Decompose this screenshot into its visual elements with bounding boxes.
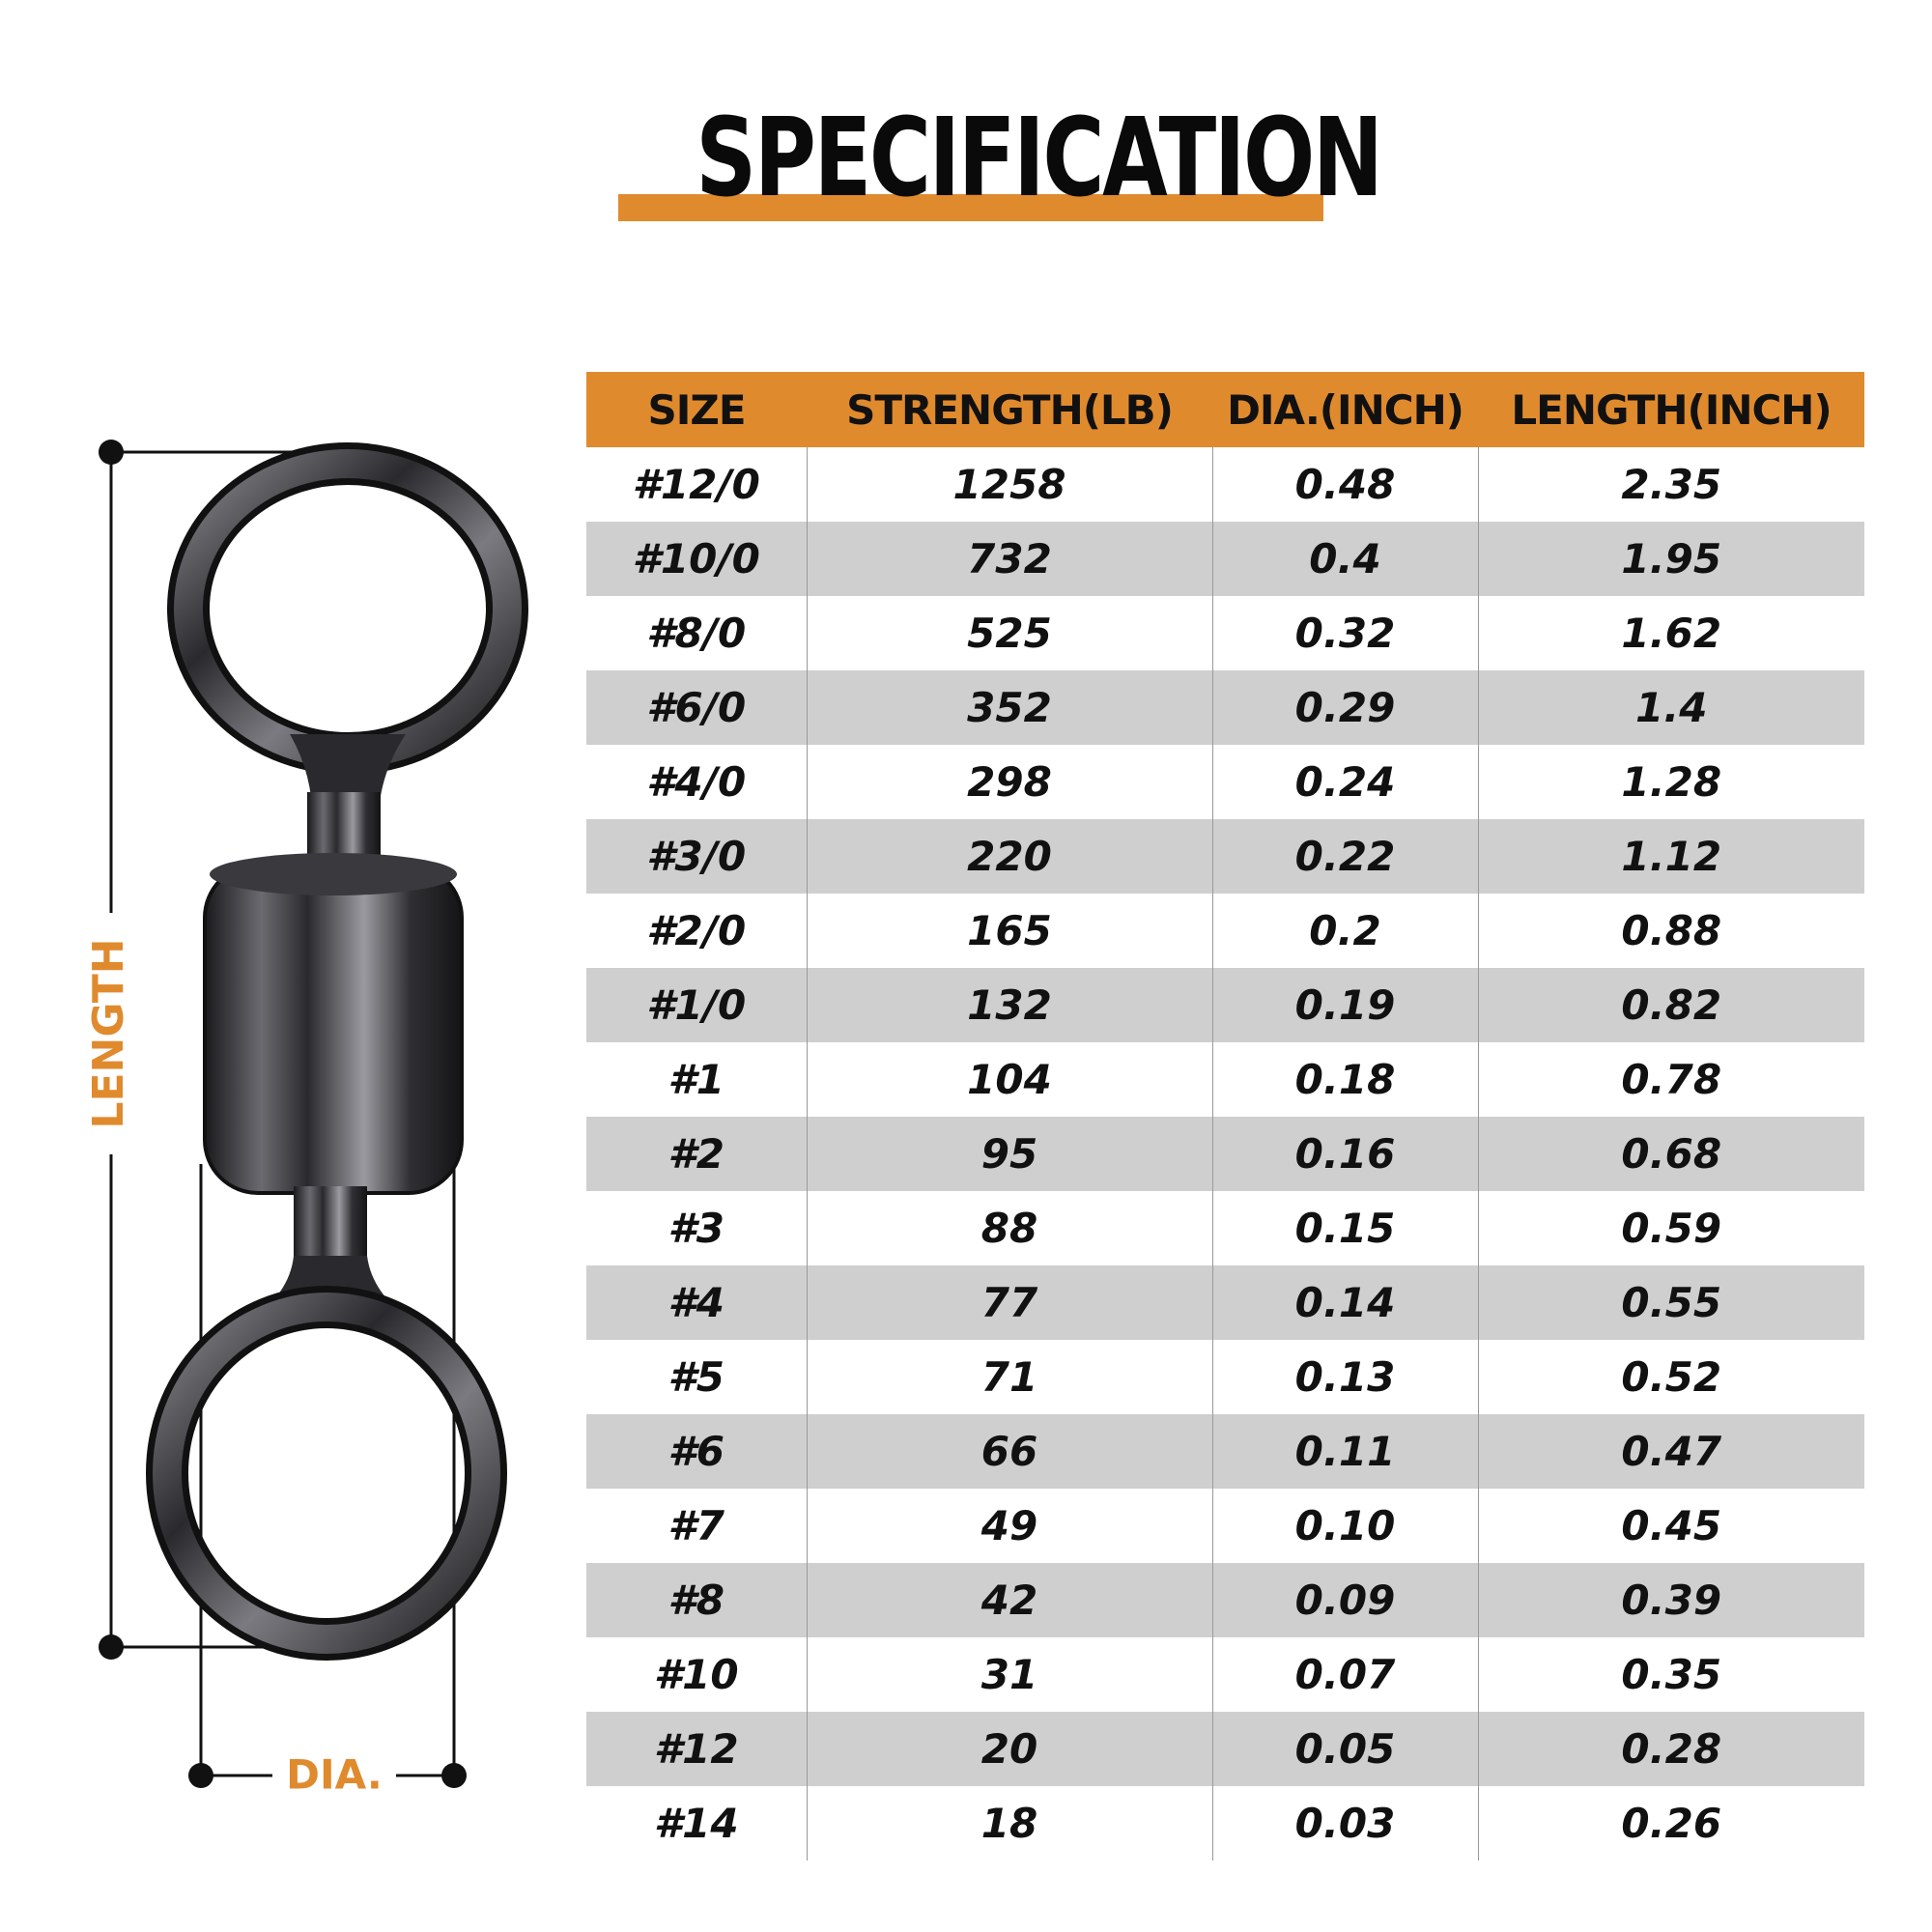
table-row <box>586 1340 1864 1414</box>
cell-dia: 0.2 <box>1212 894 1478 968</box>
cell-length: 0.26 <box>1621 1800 1722 1847</box>
cell-dia: 0.13 <box>1212 1340 1478 1414</box>
cell-size: #5 <box>586 1340 807 1414</box>
cell-length: 0.59 <box>1621 1205 1722 1252</box>
cell-length: 0.68 <box>1478 1117 1864 1191</box>
dia-right-dot <box>441 1763 467 1788</box>
table-row <box>586 968 1864 1042</box>
header-dia: DIA.(INCH) <box>1212 372 1478 447</box>
table-row <box>586 894 1864 968</box>
cell-length: 0.45 <box>1621 1502 1722 1549</box>
cell-size: #8 <box>586 1563 807 1637</box>
cell-length: 1.28 <box>1621 758 1722 806</box>
cell-dia: 0.19 <box>1212 968 1478 1042</box>
table-row <box>586 745 1864 819</box>
cell-size: #3/0 <box>586 819 807 894</box>
table-row <box>586 1712 1864 1786</box>
cell-size: #7 <box>586 1489 807 1563</box>
cell-size: #2/0 <box>586 894 807 968</box>
cell-strength: 66 <box>807 1414 1212 1489</box>
table-row <box>586 1786 1864 1861</box>
cell-length: 0.88 <box>1621 907 1722 954</box>
table-header-row <box>586 372 1864 447</box>
cell-strength: 104 <box>807 1042 1212 1117</box>
cell-strength: 42 <box>807 1563 1212 1637</box>
cell-strength: 1258 <box>807 447 1212 522</box>
cell-size: #1/0 <box>586 968 807 1042</box>
cell-length: 0.82 <box>1478 968 1864 1042</box>
specification-table <box>586 372 1864 1861</box>
cell-length: 1.4 <box>1478 670 1864 745</box>
swivel-figure <box>0 415 580 1845</box>
cell-strength: 525 <box>807 596 1212 670</box>
cell-size: #4/0 <box>586 745 807 819</box>
cell-size: #6 <box>586 1414 807 1489</box>
cell-strength: 298 <box>807 745 1212 819</box>
cell-strength: 31 <box>807 1637 1212 1712</box>
cell-length: 2.35 <box>1621 461 1722 508</box>
table-row <box>586 522 1864 596</box>
table-row <box>586 1191 1864 1265</box>
length-top-dot <box>99 440 124 465</box>
cell-length: 0.28 <box>1478 1712 1864 1786</box>
cell-dia: 0.29 <box>1212 670 1478 745</box>
cell-dia: 0.48 <box>1212 447 1478 522</box>
cell-size: #1 <box>586 1042 807 1117</box>
cell-size: #6/0 <box>586 670 807 745</box>
length-label: LENGTH <box>84 938 133 1129</box>
table-row <box>586 1637 1864 1712</box>
cell-dia: 0.15 <box>1212 1191 1478 1265</box>
cell-size: #10/0 <box>586 522 807 596</box>
cell-strength: 132 <box>807 968 1212 1042</box>
cell-strength: 165 <box>807 894 1212 968</box>
cell-dia: 0.18 <box>1212 1042 1478 1117</box>
cell-dia: 0.22 <box>1212 819 1478 894</box>
page-title: SPECIFICATION <box>696 96 1381 221</box>
cell-dia: 0.05 <box>1212 1712 1478 1786</box>
cell-strength: 77 <box>807 1265 1212 1340</box>
cell-strength: 88 <box>807 1191 1212 1265</box>
cell-size: #3 <box>586 1191 807 1265</box>
cell-size: #8/0 <box>586 596 807 670</box>
cell-dia: 0.32 <box>1212 596 1478 670</box>
cell-size: #12 <box>586 1712 807 1786</box>
table-row <box>586 670 1864 745</box>
header-strength: STRENGTH(LB) <box>807 372 1212 447</box>
cell-size: #12/0 <box>586 447 807 522</box>
cell-dia: 0.4 <box>1212 522 1478 596</box>
table-row <box>586 1489 1864 1563</box>
table-row <box>586 1117 1864 1191</box>
table-row <box>586 1414 1864 1489</box>
cell-length: 0.55 <box>1478 1265 1864 1340</box>
cell-length: 0.78 <box>1621 1056 1722 1103</box>
cell-strength: 732 <box>807 522 1212 596</box>
cell-strength: 220 <box>807 819 1212 894</box>
dia-left-dot <box>188 1763 213 1788</box>
cell-size: #4 <box>586 1265 807 1340</box>
cell-length: 0.52 <box>1621 1353 1722 1401</box>
cell-dia: 0.09 <box>1212 1563 1478 1637</box>
cell-strength: 20 <box>807 1712 1212 1786</box>
title-block <box>618 96 1381 227</box>
table-row <box>586 819 1864 894</box>
cell-length: 1.62 <box>1621 610 1722 657</box>
header-size: SIZE <box>586 372 807 447</box>
length-bottom-dot <box>99 1634 124 1660</box>
cell-size: #2 <box>586 1117 807 1191</box>
table-row <box>586 447 1864 522</box>
table-row <box>586 1265 1864 1340</box>
cell-dia: 0.03 <box>1212 1786 1478 1861</box>
cell-strength: 49 <box>807 1489 1212 1563</box>
rolling-swivel-icon <box>167 464 507 1639</box>
cell-dia: 0.24 <box>1212 745 1478 819</box>
cell-dia: 0.07 <box>1212 1637 1478 1712</box>
cell-length: 1.95 <box>1478 522 1864 596</box>
cell-length: 1.12 <box>1478 819 1864 894</box>
cell-strength: 95 <box>807 1117 1212 1191</box>
cell-dia: 0.16 <box>1212 1117 1478 1191</box>
cell-dia: 0.14 <box>1212 1265 1478 1340</box>
cell-size: #14 <box>586 1786 807 1861</box>
cell-dia: 0.11 <box>1212 1414 1478 1489</box>
cell-dia: 0.10 <box>1212 1489 1478 1563</box>
cell-strength: 71 <box>807 1340 1212 1414</box>
table-row <box>586 1563 1864 1637</box>
table-row <box>586 596 1864 670</box>
cell-strength: 352 <box>807 670 1212 745</box>
cell-length: 0.47 <box>1478 1414 1864 1489</box>
cell-strength: 18 <box>807 1786 1212 1861</box>
dia-label: DIA. <box>286 1750 383 1799</box>
cell-length: 0.39 <box>1478 1563 1864 1637</box>
cell-size: #10 <box>586 1637 807 1712</box>
table-row <box>586 1042 1864 1117</box>
cell-length: 0.35 <box>1621 1651 1722 1698</box>
header-length: LENGTH(INCH) <box>1478 372 1864 447</box>
